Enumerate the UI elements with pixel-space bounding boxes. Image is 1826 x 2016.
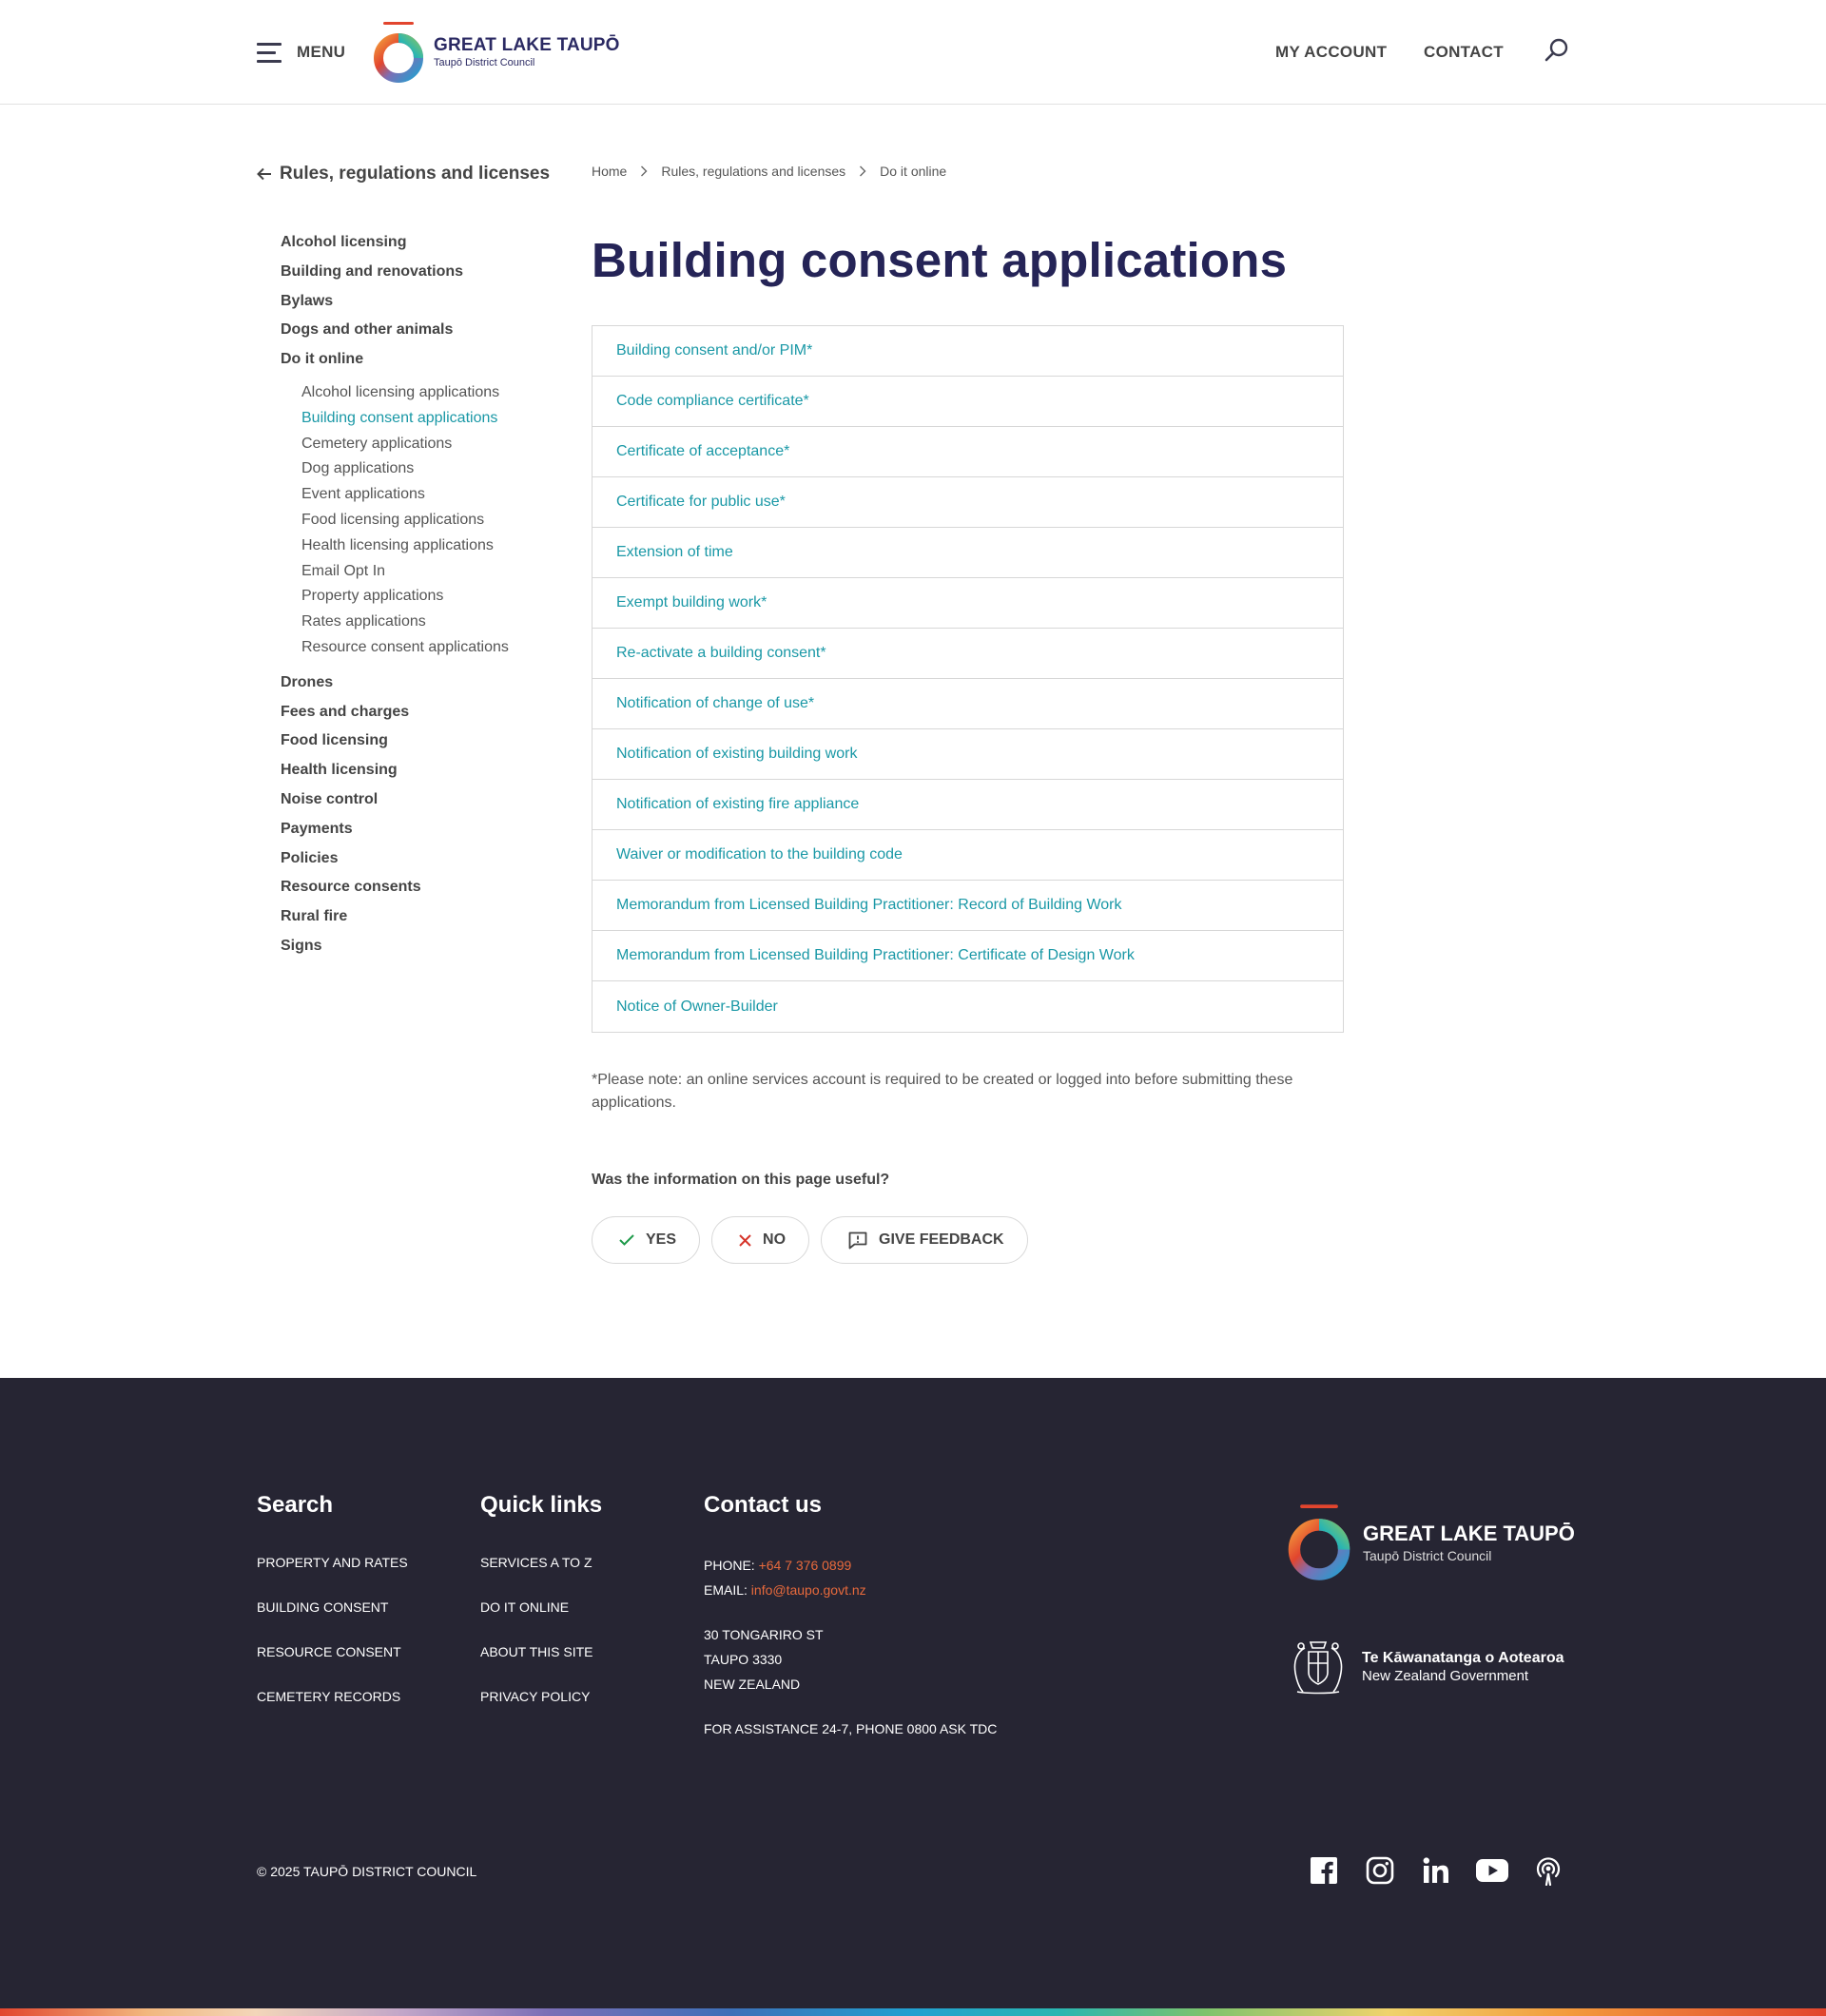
sidebar-item-do-it-online[interactable]: Do it online: [281, 351, 364, 368]
sidebar-subitem-health[interactable]: Health licensing applications: [301, 536, 494, 553]
application-link[interactable]: Notice of Owner-Builder: [616, 998, 778, 1015]
sidebar-menu: [257, 228, 561, 961]
application-link[interactable]: Exempt building work*: [592, 578, 1343, 629]
breadcrumb-home[interactable]: Home: [592, 164, 628, 179]
footer-link-about[interactable]: ABOUT THIS SITE: [480, 1644, 593, 1659]
phone-label: PHONE:: [704, 1558, 755, 1573]
application-link[interactable]: Notification of existing building work: [592, 729, 1343, 780]
back-link[interactable]: [257, 162, 561, 186]
sidebar-item-fees[interactable]: Fees and charges: [281, 703, 410, 720]
breadcrumb-rules[interactable]: Rules, regulations and licenses: [661, 164, 846, 179]
logo-title: GREAT LAKE TAUPŌ: [434, 35, 620, 55]
nz-gov-title: Te Kāwanatanga o Aotearoa: [1362, 1650, 1564, 1667]
footer-quick-links-column: [480, 1490, 602, 1732]
search-icon: [1544, 37, 1570, 64]
phone-link[interactable]: +64 7 376 0899: [758, 1558, 852, 1573]
facebook-icon[interactable]: [1308, 1854, 1340, 1887]
breadcrumb: [592, 162, 946, 181]
sidebar-item-resource-consents[interactable]: Resource consents: [281, 879, 421, 896]
check-icon: [619, 1234, 634, 1246]
application-link[interactable]: Notification of change of use*: [592, 679, 1343, 729]
menu-label: MENU: [297, 43, 346, 61]
footer-link-do-it-online[interactable]: DO IT ONLINE: [480, 1599, 570, 1615]
feedback-no-button[interactable]: [711, 1216, 809, 1264]
application-link[interactable]: Re-activate a building consent*: [592, 629, 1343, 679]
search-button[interactable]: [1544, 37, 1570, 64]
footer-link-privacy[interactable]: PRIVACY POLICY: [480, 1689, 591, 1704]
nz-government-logo[interactable]: [1284, 1635, 1564, 1699]
sidebar-item-food-licensing[interactable]: Food licensing: [281, 732, 388, 749]
sidebar-item-alcohol-licensing[interactable]: Alcohol licensing: [281, 234, 407, 250]
sidebar-subitem-dog[interactable]: Dog applications: [301, 460, 415, 477]
logo-ring-icon: [1285, 1502, 1353, 1583]
sidebar-subitem-property[interactable]: Property applications: [301, 588, 444, 605]
application-link[interactable]: Code compliance certificate*: [592, 377, 1343, 427]
sidebar-subitem-email-opt-in[interactable]: Email Opt In: [301, 562, 386, 579]
sidebar-subitem-event[interactable]: Event applications: [301, 486, 425, 503]
application-link[interactable]: Waiver or modification to the building code: [592, 830, 1343, 881]
sidebar-submenu: [281, 380, 561, 661]
feedback-question: Was the information on this page useful?: [592, 1172, 890, 1188]
sidebar-subitem-cemetery[interactable]: Cemetery applications: [301, 435, 453, 452]
application-link[interactable]: Extension of time: [592, 528, 1343, 578]
footer-link-resource-consent[interactable]: RESOURCE CONSENT: [257, 1644, 401, 1659]
logo-subtitle: Taupō District Council: [434, 57, 535, 68]
my-account-link[interactable]: MY ACCOUNT: [1275, 43, 1388, 61]
sidebar-item-signs[interactable]: Signs: [281, 937, 322, 954]
sidebar-subitem-alcohol-applications[interactable]: Alcohol licensing applications: [301, 383, 500, 400]
sidebar-item-bylaws[interactable]: Bylaws: [281, 292, 334, 309]
address-line: TAUPO 3330: [704, 1652, 783, 1667]
site-header: [0, 0, 1826, 105]
hamburger-icon: [257, 42, 282, 63]
sidebar-subitem-food[interactable]: Food licensing applications: [301, 511, 485, 528]
application-link[interactable]: Notification of existing fire appliance: [592, 780, 1343, 830]
instagram-icon[interactable]: [1364, 1854, 1396, 1887]
footer-quick-heading: Quick links: [480, 1492, 603, 1518]
linkedin-icon[interactable]: [1420, 1854, 1452, 1887]
nz-coat-of-arms-icon: [1284, 1635, 1352, 1699]
close-icon: [739, 1234, 751, 1247]
menu-button[interactable]: [257, 38, 345, 67]
footer-contact-column: [704, 1490, 997, 1741]
footer-logo[interactable]: [1285, 1502, 1575, 1583]
sidebar-item-drones[interactable]: Drones: [281, 673, 334, 690]
youtube-icon[interactable]: [1476, 1854, 1508, 1887]
podcast-icon[interactable]: [1532, 1854, 1564, 1887]
application-link[interactable]: Memorandum from Licensed Building Practitioner: Record of Building Work: [592, 881, 1343, 931]
sidebar-item-building-and-renovations[interactable]: Building and renovations: [281, 262, 464, 280]
application-link[interactable]: Certificate of acceptance*: [592, 427, 1343, 477]
footer-phone-line: [704, 1553, 997, 1578]
account-note: *Please note: an online services account is required to be created or logged into before submitting these applications.: [592, 1072, 1293, 1111]
breadcrumb-do-it-online[interactable]: Do it online: [880, 164, 947, 179]
email-link[interactable]: info@taupo.govt.nz: [750, 1582, 866, 1598]
sidebar-submenu-wrapper: [281, 380, 561, 661]
feedback-buttons: [592, 1216, 1039, 1264]
footer-link-cemetery-records[interactable]: CEMETERY RECORDS: [257, 1689, 401, 1704]
address-line: NEW ZEALAND: [704, 1677, 801, 1692]
section-sidebar: [257, 162, 561, 961]
logo-ring-icon: [371, 20, 426, 85]
nz-gov-subtitle: New Zealand Government: [1362, 1667, 1529, 1684]
footer-link-building-consent[interactable]: BUILDING CONSENT: [257, 1599, 389, 1615]
give-feedback-button[interactable]: [821, 1216, 1028, 1264]
feedback-yes-button[interactable]: [592, 1216, 700, 1264]
sidebar-item-dogs[interactable]: Dogs and other animals: [281, 321, 454, 339]
feedback-no-label: NO: [763, 1231, 787, 1248]
sidebar-subitem-resource-consent[interactable]: Resource consent applications: [301, 638, 509, 655]
contact-link[interactable]: CONTACT: [1424, 43, 1504, 61]
footer-search-column: [257, 1490, 408, 1732]
chevron-right-icon: [859, 165, 866, 177]
give-feedback-label: GIVE FEEDBACK: [879, 1231, 1004, 1248]
footer-link-property-rates[interactable]: PROPERTY AND RATES: [257, 1555, 408, 1570]
footer-logo-title: GREAT LAKE TAUPŌ: [1363, 1521, 1575, 1545]
footer-contact-heading: Contact us: [704, 1492, 823, 1518]
back-link-label: Rules, regulations and licenses: [280, 164, 551, 184]
site-logo[interactable]: [371, 19, 620, 86]
assistance-line: FOR ASSISTANCE 24-7, PHONE 0800 ASK TDC: [704, 1721, 998, 1736]
email-label: EMAIL:: [704, 1582, 748, 1598]
sidebar-item-payments[interactable]: Payments: [281, 820, 353, 837]
application-links-list: [592, 325, 1344, 1033]
copyright: © 2025 TAUPŌ DISTRICT COUNCIL: [257, 1864, 477, 1879]
sidebar-item-rural-fire[interactable]: Rural fire: [281, 908, 348, 925]
site-footer: [0, 1378, 1826, 2016]
chevron-right-icon: [640, 165, 648, 177]
social-links: [1308, 1854, 1588, 1887]
sidebar-subitem-rates[interactable]: Rates applications: [301, 613, 426, 630]
application-link[interactable]: Building consent and/or PIM*: [592, 326, 1343, 377]
sidebar-item-health-licensing[interactable]: Health licensing: [281, 762, 398, 779]
sidebar-item-noise-control[interactable]: Noise control: [281, 790, 379, 807]
footer-email-line: [704, 1578, 997, 1602]
sidebar-item-policies[interactable]: Policies: [281, 849, 339, 866]
application-link[interactable]: Certificate for public use*: [592, 477, 1343, 528]
sidebar-subitem-building-consent-active[interactable]: Building consent applications: [301, 409, 498, 426]
rainbow-stripe: [0, 2008, 1826, 2016]
feedback-yes-label: YES: [646, 1231, 677, 1248]
comment-alert-icon: [848, 1231, 867, 1250]
footer-logo-subtitle: Taupō District Council: [1363, 1547, 1492, 1563]
address-line: 30 TONGARIRO ST: [704, 1627, 824, 1642]
page-title: Building consent applications: [592, 233, 1288, 287]
footer-search-heading: Search: [257, 1492, 334, 1518]
footer-link-services[interactable]: SERVICES A TO Z: [480, 1555, 592, 1570]
arrow-left-icon: [257, 167, 272, 181]
application-link[interactable]: Memorandum from Licensed Building Practitioner: Certificate of Design Work: [592, 931, 1343, 981]
